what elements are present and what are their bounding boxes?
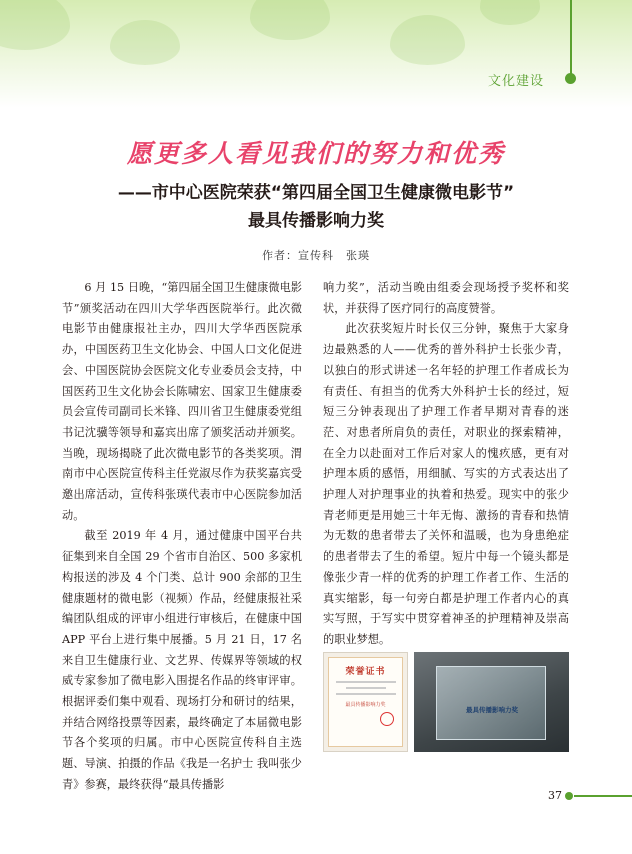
paragraph: 此次获奖短片时长仅三分钟，聚焦于大家身边最熟悉的人——优秀的普外科护士长张少青，以独白的形式讲述一名年轻的护理工作者成长为有责任、有担当的优秀大外科护士长的经过，短短三分钟表现出了护理工作者早期对青春的迷茫、对患者所肩负的责任，对职业的探索精神，在全力以赴面对工作后对家人的愧疚感，更有对护理本质的感悟，用细腻、写实的方式表达出了护理人对护理事业的执着和热爱。现实中的张少青老师更是用她三十年无悔、激扬的青春和热情为无数的患者带去了关怀和温暖，也为身患绝症的患者带去了生的希望。短片中每一个镜头都是像张少青一样的优秀的护理工作者工作、生活的真实缩影，每一句旁白都是护理工作者内心的真实写照，于写实中贯穿着神圣的护理精神及崇高的职业梦想。 [323,322,569,646]
leaf-decoration [110,20,180,65]
trophy-photo [414,652,569,752]
article-title: 愿更多人看见我们的努力和优秀 [126,139,505,168]
footer-rule [574,795,632,797]
seal-icon [380,712,394,726]
right-column [323,278,569,651]
article-subtitle-line1: ——市中心医院荣获“第四届全国卫生健康微电影节” [117,183,515,203]
glass-trophy [436,666,546,740]
left-column [62,278,302,796]
certificate-text-line [346,687,386,689]
page-number: 37 [548,789,562,802]
article-subtitle-line2: 最具传播影响力奖 [248,211,384,231]
article-author: 作者：宣传科 张瑛 [262,249,370,262]
paragraph: 6 月 15 日晚，“第四届全国卫生健康微电影节”颁奖活动在四川大学华西医院举行。此次微电影节由健康报社主办，四川大学华西医院承办，中国医药卫生文化协会、中国人口文化促进会、中国医院协会医院文化专业委员会支持，中国医药卫生文化协会长陈啸宏、国家卫生健康委员会宣传司副司长米锋、四川省卫生健康委党组书记沈骥等领导和嘉宾出席了颁奖活动并颁奖。当晚，现场揭晓了此次微电影节的各类奖项。渭南市中心医院宣传科主任党淑尽作为获奖嘉宾受邀出席活动，宣传科张瑛代表市中心医院参加活动。 [62,281,302,522]
page-dot-icon [565,792,573,800]
section-label: 文化建设 [487,74,544,89]
certificate-photo [323,652,408,752]
certificate-text-line [336,693,396,695]
section-dot-icon [565,73,576,84]
trophy-text: 最具传播影响力奖 [466,706,518,714]
certificate-title: 荣誉证书 [345,667,386,677]
certificate [328,657,403,747]
header-vertical-rule [570,0,572,80]
certificate-award: 最具传播影响力奖 [345,702,386,708]
certificate-text-line [336,681,396,683]
paragraph: 截至 2019 年 4 月，通过健康中国平台共征集到来自全国 29 个省市自治区、500 多家机构报送的涉及 4 个门类、总计 900 余部的卫生健康题材的微电影（视频）作品，经健康报社采编团队组成的评审小组进行审核后，在健康中国 APP 平台上进行集中展播。5 月 21 日，17 名来自卫生健康行业、文艺界、传媒界等领域的权威专家参加了微电影入围提名作品的终审评审。根据评委们集中观看、现场打分和研讨的结果，并结合网络投票等因素，最终确定了本届微电影节各个奖项的归属。市中心医院宣传科自主选题、导演、拍摄的作品《我是一名护士 我叫张少青》参赛，最终获得“最具传播影 [62,529,302,791]
paragraph: 响力奖”，活动当晚由组委会现场授予奖杯和奖状，并获得了医疗同行的高度赞誉。 [323,281,569,315]
